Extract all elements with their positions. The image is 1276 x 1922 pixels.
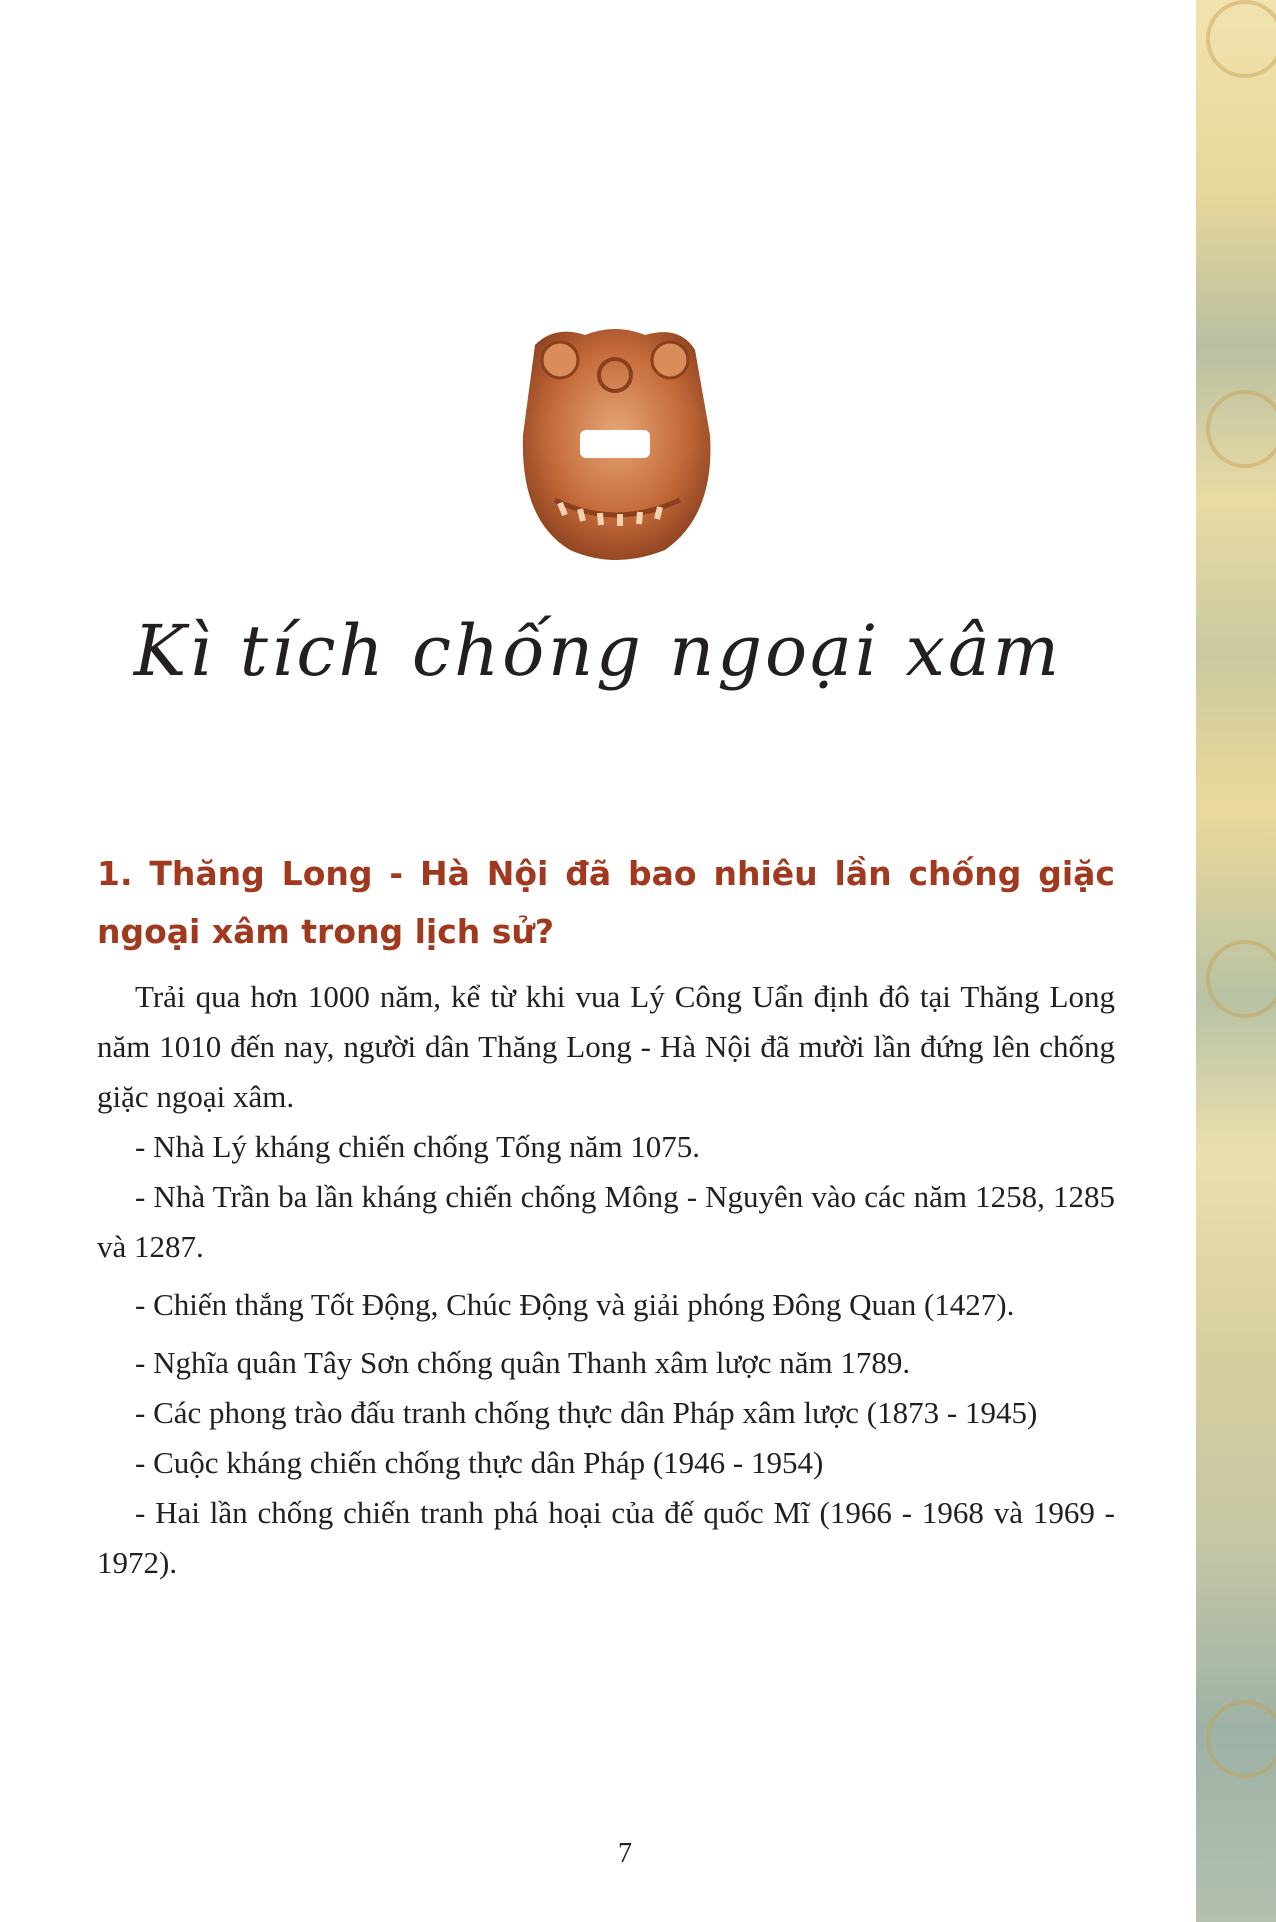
page-number: 7 [618,1838,632,1869]
list-item: - Nghĩa quân Tây Sơn chống quân Thanh xâm lược năm 1789. [135,1345,911,1380]
section-body [97,972,1115,1588]
section-heading: 1. Thăng Long - Hà Nội đã bao nhiêu lần chống giặc ngoại xâm trong lịch sử? [97,854,1115,951]
list-item: - Nhà Trần ba lần kháng chiến chống Mông - Nguyên vào các năm 1258, 1285 và 1287. [97,1179,1115,1264]
cloud-motif [1206,0,1276,78]
list-item: - Hai lần chống chiến tranh phá hoại của đế quốc Mĩ (1966 - 1968 và 1969 - 1972). [97,1495,1115,1580]
cloud-motif [1206,390,1276,468]
decorative-border-strip [1196,0,1276,1922]
list-item: - Nhà Lý kháng chiến chống Tống năm 1075. [135,1129,701,1164]
list-item: - Chiến thắng Tốt Động, Chúc Động và giải phóng Đông Quan (1427). [135,1287,1015,1322]
cloud-motif [1206,940,1276,1018]
terracotta-dragon-head-image [515,325,715,565]
paragraph: Trải qua hơn 1000 năm, kể từ khi vua Lý Công Uẩn định đô tại Thăng Long năm 1010 đến nay, người dân Thăng Long - Hà Nội đã mười lần đứng lên chống giặc ngoại xâm. [97,979,1115,1114]
list-item: - Các phong trào đấu tranh chống thực dân Pháp xâm lược (1873 - 1945) [135,1395,1038,1430]
cloud-motif [1206,1700,1276,1778]
chapter-title: Kì tích chống ngoại xâm [133,610,1063,692]
list-item: - Cuộc kháng chiến chống thực dân Pháp (1946 - 1954) [135,1445,824,1480]
